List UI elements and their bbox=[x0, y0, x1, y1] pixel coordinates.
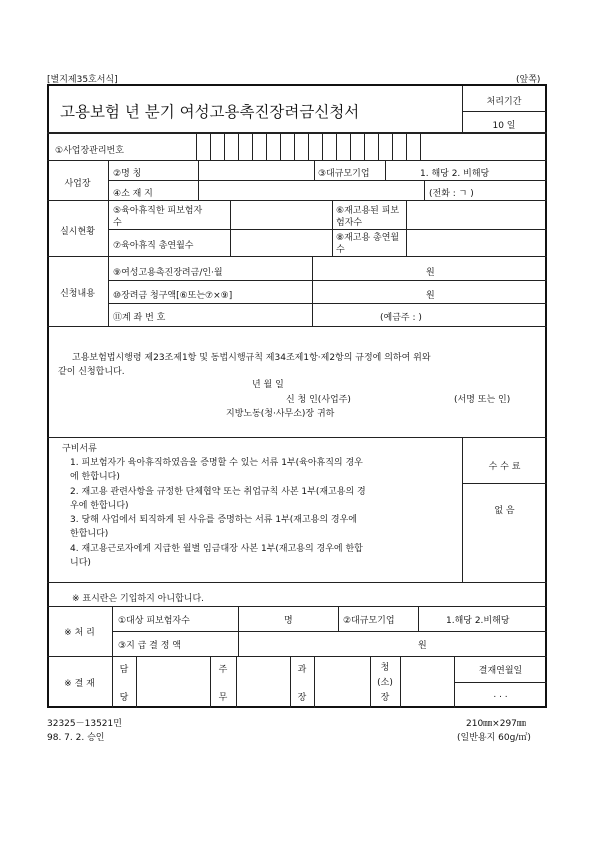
form-number: [별지제35호서식] bbox=[47, 75, 118, 85]
approver-4-top: 청 bbox=[380, 663, 390, 673]
approval-label: ※ 결 재 bbox=[64, 679, 95, 689]
note-text: ※ 표시란은 기입하지 아니합니다. bbox=[72, 594, 205, 604]
rehire-count-label: ⑥재고용된 피보험자수 bbox=[336, 206, 400, 228]
rehire-months-field[interactable] bbox=[408, 231, 545, 255]
workplace-section-label: 사업장 bbox=[64, 179, 91, 189]
rehire-months-label: ⑧재고용 총연월수 bbox=[336, 233, 400, 255]
processing-priority-label: ②대규모기업 bbox=[343, 616, 395, 626]
approver-1-top: 담 bbox=[119, 665, 129, 675]
depositor-field[interactable]: (예금주 : ) bbox=[380, 313, 422, 323]
leave-count-label: ⑤육아휴직한 피보험자수 bbox=[113, 206, 203, 228]
leave-count-field[interactable] bbox=[232, 202, 330, 228]
processing-priority-options[interactable]: 1.해당 2.비해당 bbox=[446, 616, 510, 626]
amount-unit: 원 bbox=[418, 641, 427, 651]
list-item: 1. 피보험자가 육아휴직하였음을 증명할 수 있는 서류 1부(육아휴직의 경우 bbox=[70, 458, 363, 468]
documents-list bbox=[70, 456, 366, 570]
name-label: ②명 칭 bbox=[113, 169, 142, 179]
priority-label: ③대규모기업 bbox=[318, 169, 370, 179]
documents-heading: 구비서류 bbox=[62, 444, 97, 454]
list-item: 에 한합니다) bbox=[70, 472, 120, 483]
phone-field[interactable]: (전화 : ㄱ ) bbox=[429, 189, 474, 199]
approval-date-label: 결재연월일 bbox=[478, 666, 523, 676]
biz-reg-label: ①사업장관리번호 bbox=[55, 146, 124, 156]
target-label: ①대상 피보험자수 bbox=[118, 616, 190, 626]
account-label: ⑪계 좌 번 호 bbox=[113, 313, 166, 323]
applicant-label: 신 청 인(사업주) bbox=[286, 395, 351, 405]
claim-field[interactable] bbox=[314, 282, 424, 302]
address-field[interactable] bbox=[200, 182, 420, 200]
approver-2-sign-box[interactable] bbox=[238, 658, 288, 706]
subsidy-label: ⑨여성고용촉진장려금/인·월 bbox=[113, 268, 223, 278]
list-item: 2. 재고용 관련사항을 규정한 단체협약 또는 취업규칙 사본 1부(재고용의 경 bbox=[70, 486, 366, 497]
footer-paper: (일반용지 60g/㎡) bbox=[457, 733, 531, 743]
processing-period-value: 10 일 bbox=[492, 121, 516, 131]
list-item: 4. 재고용근로자에게 지급한 월별 임금대장 사본 1부(재고용의 경우에 한합 bbox=[70, 543, 363, 554]
subsidy-unit: 원 bbox=[426, 268, 435, 278]
processing-period-label: 처리기간 bbox=[486, 97, 522, 107]
approver-2-bottom: 무 bbox=[218, 693, 228, 703]
rehire-count-field[interactable] bbox=[408, 202, 545, 228]
claim-label: ⑩장려금 청구액[⑥또는⑦×⑨] bbox=[113, 291, 233, 301]
list-item: 한합니다) bbox=[70, 529, 109, 540]
amount-field[interactable] bbox=[240, 633, 416, 654]
page-side: (앞쪽) bbox=[516, 75, 541, 85]
approver-1-bottom: 당 bbox=[119, 693, 129, 703]
leave-months-field[interactable] bbox=[232, 231, 330, 255]
footer-approved: 98. 7. 2. 승인 bbox=[47, 733, 105, 743]
footer-size: 210㎜×297㎜ bbox=[466, 719, 526, 729]
declaration-text-1: 고용보험법시행령 제23조제1항 및 동법시행규칙 제34조제1항·제2항의 규정에 의하여 위와 bbox=[72, 353, 431, 363]
fee-value: 없 음 bbox=[494, 506, 515, 516]
amount-label: ③지 급 결 정 액 bbox=[118, 641, 181, 651]
subsidy-field[interactable] bbox=[314, 258, 424, 280]
approver-4-sign-box[interactable] bbox=[402, 658, 452, 706]
declaration-date[interactable]: 년 월 일 bbox=[252, 380, 284, 390]
processing-label: ※ 처 리 bbox=[64, 628, 95, 638]
target-unit: 명 bbox=[284, 616, 293, 626]
declaration-text-2: 같이 신청합니다. bbox=[58, 367, 125, 377]
priority-options[interactable]: 1. 해당 2. 비해당 bbox=[420, 169, 490, 179]
addressee: 지방노동(청·사무소)장 귀하 bbox=[226, 409, 335, 419]
list-item: 3. 당해 사업에서 퇴직하게 된 사유를 증명하는 서류 1부(재고용의 경우에 bbox=[70, 515, 358, 526]
name-field[interactable] bbox=[200, 162, 312, 180]
status-section-label: 실시현황 bbox=[60, 227, 95, 237]
apply-section-label: 신청내용 bbox=[60, 289, 95, 299]
list-item: 우에 한합니다) bbox=[70, 500, 129, 511]
target-field[interactable] bbox=[240, 608, 306, 628]
address-label: ④소 재 지 bbox=[113, 189, 153, 199]
fee-label: 수 수 료 bbox=[488, 462, 521, 472]
claim-unit: 원 bbox=[426, 291, 435, 301]
approval-date-field[interactable]: . . . bbox=[493, 690, 508, 700]
approver-1-sign-box[interactable] bbox=[138, 658, 208, 706]
approver-3-top: 과 bbox=[297, 665, 307, 675]
signature-label[interactable]: (서명 또는 인) bbox=[454, 395, 511, 405]
approver-2-top: 주 bbox=[218, 665, 228, 675]
form-title: 고용보험 년 분기 여성고용촉진장려금신청서 bbox=[60, 103, 360, 121]
approver-3-bottom: 장 bbox=[297, 693, 307, 703]
approver-4-middle: (소) bbox=[377, 678, 393, 688]
leave-months-label: ⑦육아휴직 총연월수 bbox=[113, 241, 194, 251]
footer-code: 32325－13521민 bbox=[47, 719, 122, 729]
approver-4-bottom: 장 bbox=[380, 693, 390, 703]
list-item: 니다) bbox=[70, 558, 91, 569]
approver-3-sign-box[interactable] bbox=[316, 658, 368, 706]
